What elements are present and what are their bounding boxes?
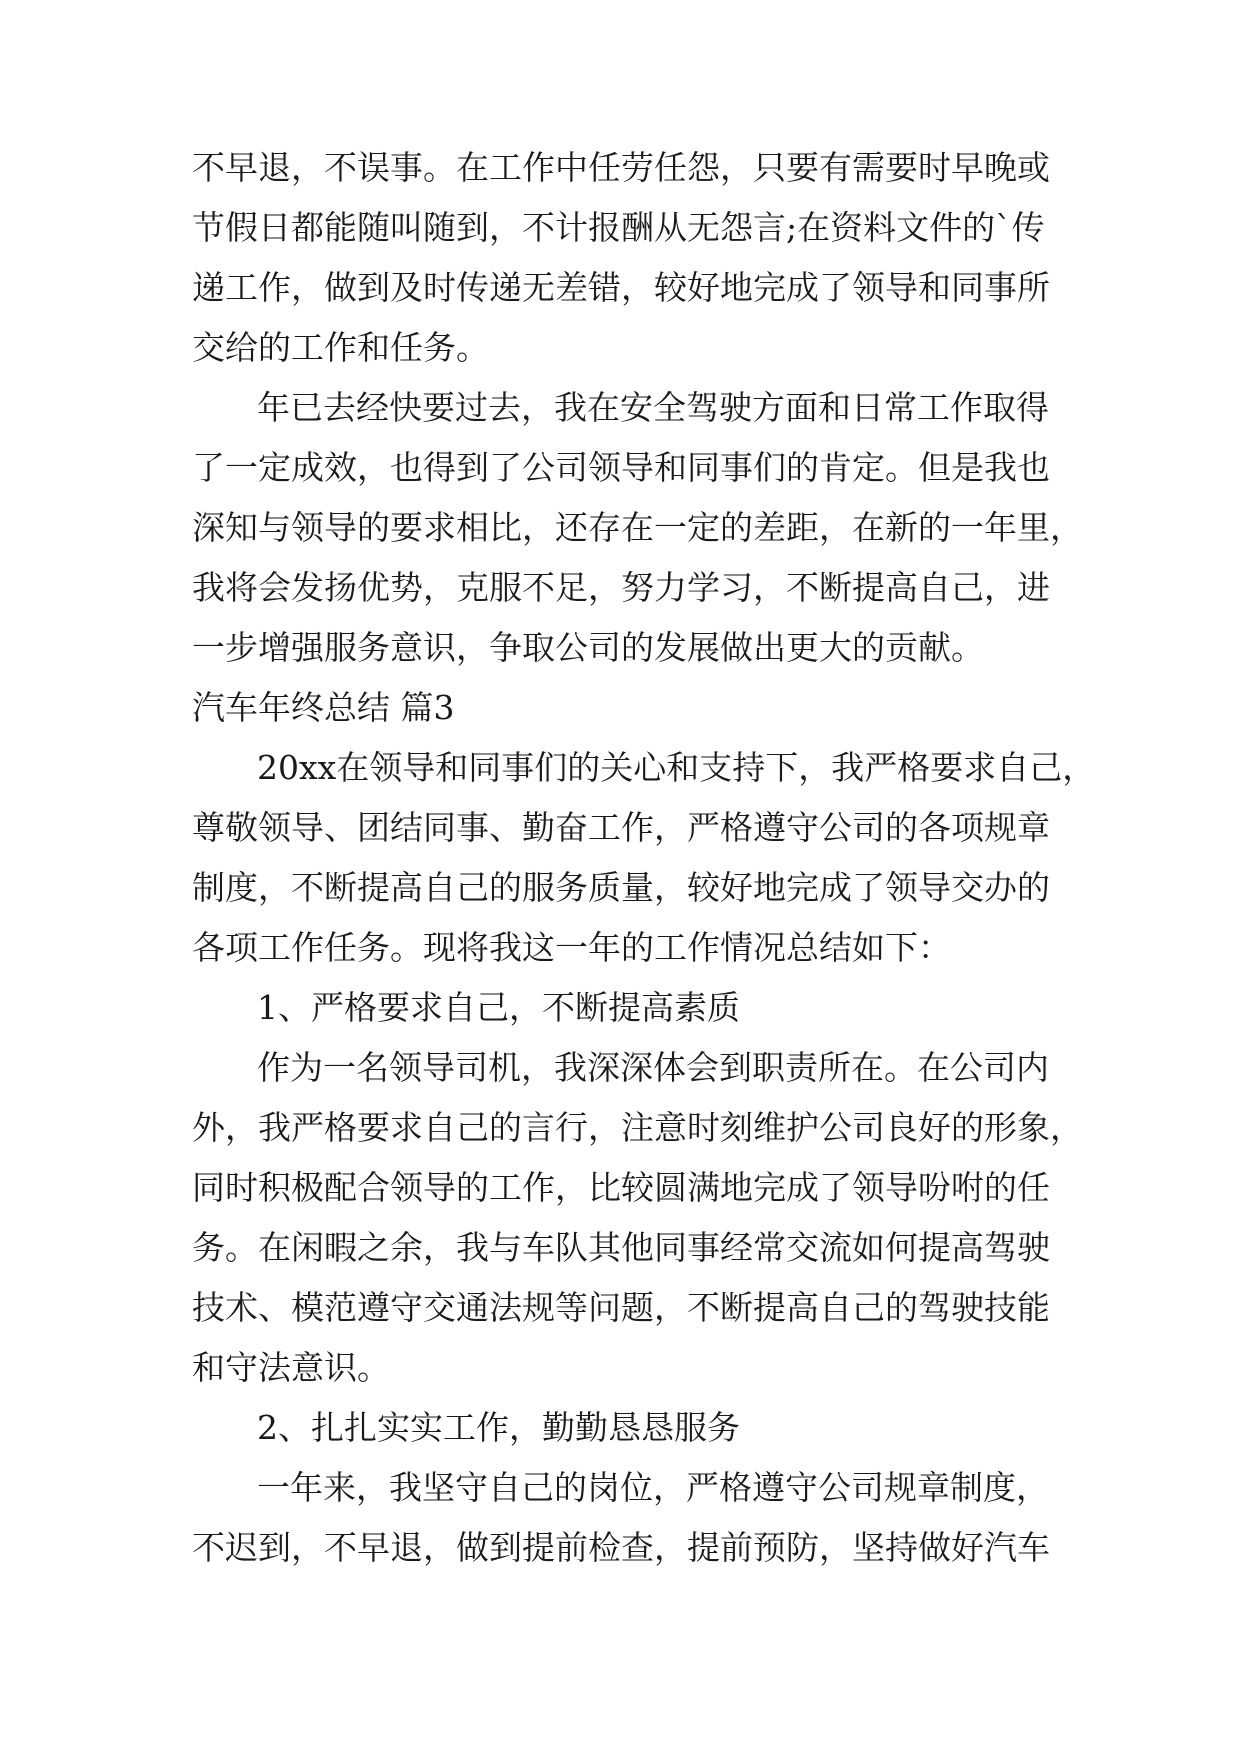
text-line: 我将会发扬优势，克服不足，努力学习，不断提高自己，进 (192, 568, 1050, 607)
text-line: 不早退，不误事。在工作中任劳任怨，只要有需要时早晚或 (192, 148, 1050, 187)
text-line: 深知与领导的要求相比，还存在一定的差距，在新的一年里， (192, 508, 1083, 547)
text-line: 尊敬领导、团结同事、勤奋工作，严格遵守公司的各项规章 (192, 808, 1050, 847)
text-line: 制度，不断提高自己的服务质量，较好地完成了领导交办的 (192, 868, 1050, 907)
text-line: 年已去经快要过去，我在安全驾驶方面和日常工作取得 (257, 388, 1049, 427)
text-line: 一年来，我坚守自己的岗位，严格遵守公司规章制度， (257, 1468, 1049, 1507)
text-line: 不迟到，不早退，做到提前检查，提前预防，坚持做好汽车 (192, 1528, 1050, 1567)
text-line: 递工作，做到及时传递无差错，较好地完成了领导和同事所 (192, 268, 1050, 307)
text-line: 和守法意识。 (192, 1348, 390, 1387)
subsection-heading: 2、扎扎实实工作，勤勤恳恳服务 (257, 1408, 740, 1447)
text-line: 交给的工作和任务。 (192, 328, 489, 367)
text-line: 节假日都能随叫随到，不计报酬从无怨言;在资料文件的`传 (192, 208, 1045, 247)
text-line: 一步增强服务意识，争取公司的发展做出更大的贡献。 (192, 628, 984, 667)
text-line: 务。在闲暇之余，我与车队其他同事经常交流如何提高驾驶 (192, 1228, 1050, 1267)
text-line: 20xx在领导和同事们的关心和支持下，我严格要求自己， (257, 748, 1096, 787)
text-line: 同时积极配合领导的工作，比较圆满地完成了领导吩咐的任 (192, 1168, 1050, 1207)
text-line: 了一定成效，也得到了公司领导和同事们的肯定。但是我也 (192, 448, 1050, 487)
text-line: 各项工作任务。现将我这一年的工作情况总结如下： (192, 928, 951, 967)
text-line: 技术、模范遵守交通法规等问题，不断提高自己的驾驶技能 (192, 1288, 1050, 1327)
text-line: 作为一名领导司机，我深深体会到职责所在。在公司内 (257, 1048, 1049, 1087)
section-heading: 汽车年终总结 篇3 (192, 688, 455, 727)
subsection-heading: 1、严格要求自己，不断提高素质 (257, 988, 740, 1027)
text-line: 外，我严格要求自己的言行，注意时刻维护公司良好的形象， (192, 1108, 1083, 1147)
